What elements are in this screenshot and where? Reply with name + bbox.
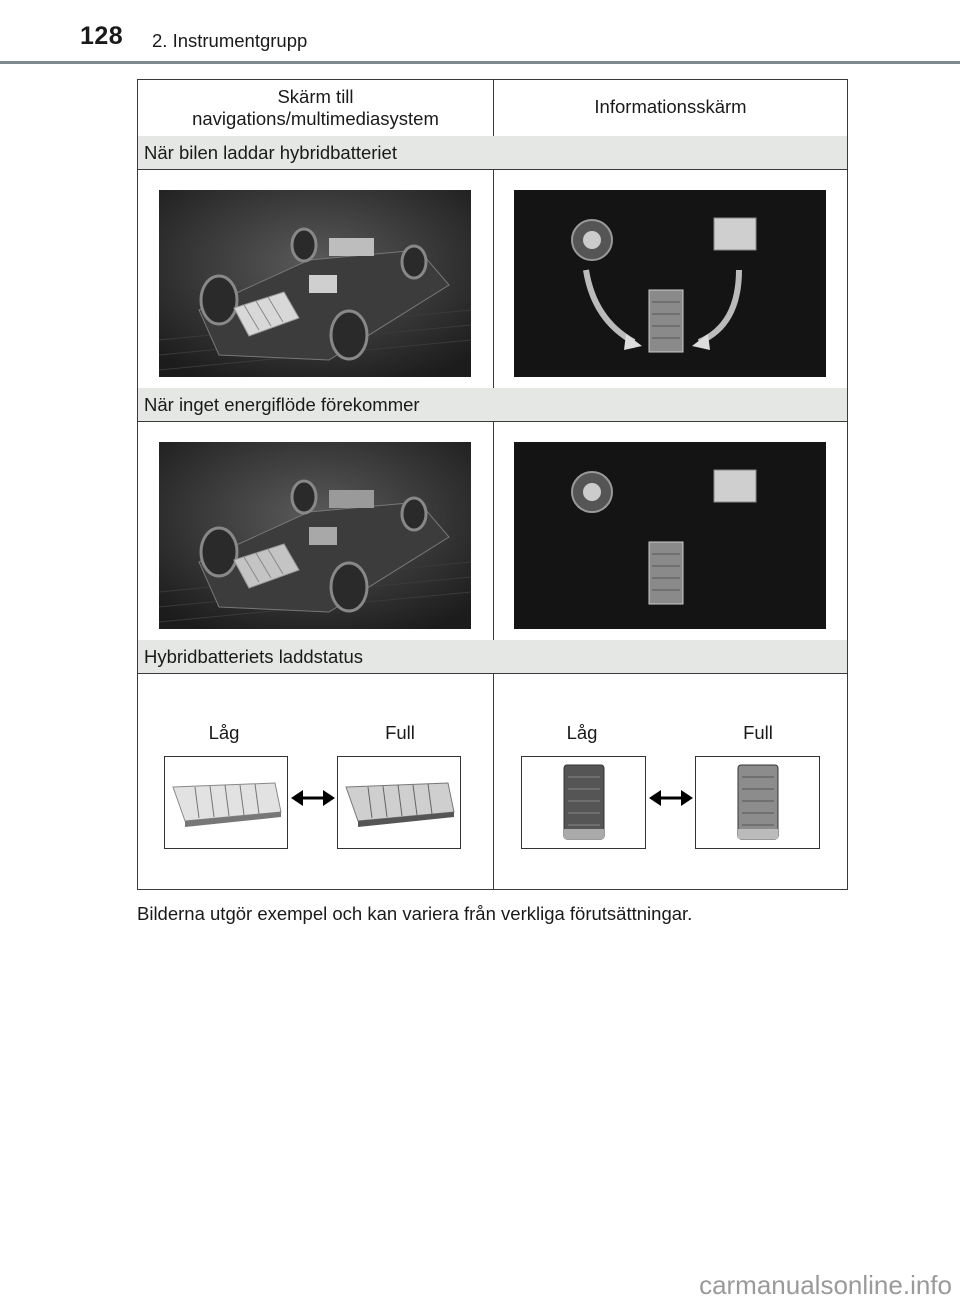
column-header-left bbox=[138, 86, 493, 130]
column-header-left-line1: Skärm till bbox=[277, 86, 354, 107]
car-chassis-idle-image bbox=[159, 442, 471, 629]
label-full-right: Full bbox=[743, 722, 773, 743]
energy-monitor-table bbox=[137, 79, 848, 890]
double-arrow-icon bbox=[291, 786, 335, 810]
figure-caption: Bilderna utgör exempel och kan variera från verkliga förutsättningar. bbox=[137, 903, 693, 924]
watermark: carmanualsonline.info bbox=[699, 1270, 952, 1300]
section-header-charging: När bilen laddar hybridbatteriet bbox=[138, 136, 847, 169]
info-display-charging-image bbox=[514, 190, 826, 377]
section-title: 2. Instrumentgrupp bbox=[152, 30, 308, 51]
column-divider bbox=[493, 673, 494, 890]
label-full-left: Full bbox=[385, 722, 415, 743]
row-divider bbox=[138, 169, 847, 170]
row-divider bbox=[138, 673, 847, 674]
column-divider bbox=[493, 169, 494, 388]
row-divider bbox=[138, 421, 847, 422]
label-low-left: Låg bbox=[208, 722, 240, 743]
section-header-charge-status: Hybridbatteriets laddstatus bbox=[138, 640, 847, 673]
header-rule bbox=[0, 61, 960, 64]
double-arrow-icon bbox=[649, 786, 693, 810]
car-chassis-charging-image bbox=[159, 190, 471, 377]
section-header-no-flow: När inget energiflöde förekommer bbox=[138, 388, 847, 421]
column-header-right bbox=[494, 96, 847, 118]
column-header-right-text: Informationsskärm bbox=[594, 96, 747, 117]
info-display-idle-image bbox=[514, 442, 826, 629]
column-header-left-line2: navigations/multimediasystem bbox=[192, 108, 439, 129]
battery-full-nav-image bbox=[337, 756, 461, 849]
label-low-right: Låg bbox=[566, 722, 598, 743]
page-number: 128 bbox=[80, 22, 124, 50]
battery-full-info-image bbox=[695, 756, 820, 849]
battery-low-info-image bbox=[521, 756, 646, 849]
battery-low-nav-image bbox=[164, 756, 288, 849]
column-divider bbox=[493, 421, 494, 640]
